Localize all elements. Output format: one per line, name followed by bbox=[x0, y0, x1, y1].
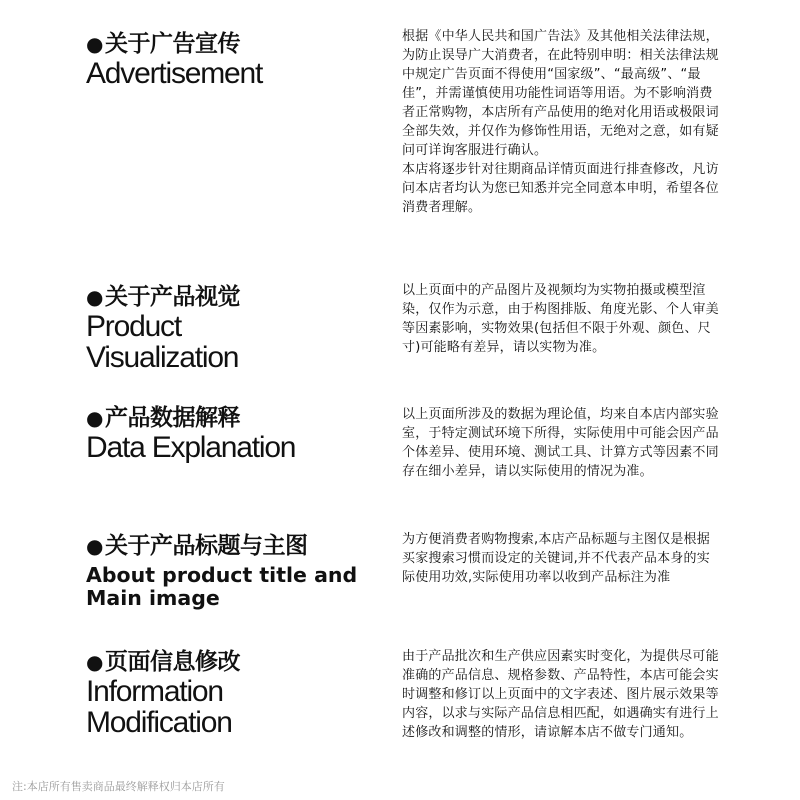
paragraph: 本店将逐步针对往期商品详情页面进行排查修改，凡访问本店者均认为您已知悉并完全同意本申明，希望各位消费者理解。 bbox=[402, 162, 719, 215]
paragraph: 根据《中华人民共和国广告法》及其他相关法律法规，为防止误导广大消费者，在此特别申明：相关法律法规中规定广告页面不得使用“国家级”、“最高级”、“最佳”，并需谨慎使用功能性词语等用语。为不影响消费者正常购物，本店所有产品使用的绝对化用语或极限词全部失效，并仅作为修饰性用语，无绝对之意，如有疑问可详询客服进行确认。 bbox=[402, 29, 719, 158]
section-body bbox=[402, 27, 722, 217]
zh-title: 关于产品视觉 bbox=[104, 284, 240, 310]
en-title: Information Modification bbox=[86, 675, 232, 739]
section-body bbox=[402, 530, 722, 587]
en-title: Advertisement bbox=[86, 57, 263, 90]
section-heading bbox=[86, 30, 386, 89]
section-heading bbox=[86, 532, 376, 610]
paragraph: 为方便消费者购物搜索,本店产品标题与主图仅是根据买家搜索习惯而设定的关键词,并不代表产品本身的实际使用功效,实际使用功率以收到产品标注为准 bbox=[402, 532, 710, 585]
section-heading bbox=[86, 283, 276, 373]
bullet-icon: ● bbox=[86, 32, 103, 56]
section-heading bbox=[86, 404, 386, 463]
en-title: Product Visualization bbox=[86, 310, 239, 374]
zh-title: 关于产品标题与主图 bbox=[104, 533, 308, 559]
en-title: About product title and Main image bbox=[86, 563, 358, 610]
paragraph: 由于产品批次和生产供应因素实时变化，为提供尽可能准确的产品信息、规格参数、产品特性，本店可能会实时调整和修订以上页面中的文字表述、图片展示效果等内容，以求与实际产品信息相匹配，如遇确实有进行上述修改和调整的情形，请谅解本店不做专门通知。 bbox=[402, 649, 719, 740]
section-body bbox=[402, 405, 722, 481]
zh-title: 页面信息修改 bbox=[104, 649, 240, 675]
section-body bbox=[402, 647, 722, 742]
footnote: 注:本店所有售卖商品最终解释权归本店所有 bbox=[12, 780, 225, 793]
paragraph: 以上页面中的产品图片及视频均为实物拍摄或模型渲染，仅作为示意，由于构图排版、角度光影、个人审美等因素影响，实物效果(包括但不限于外观、颜色、尺寸)可能略有差异，请以实物为准。 bbox=[402, 283, 719, 355]
bullet-icon: ● bbox=[86, 285, 103, 309]
bullet-icon: ● bbox=[86, 534, 103, 558]
zh-title: 产品数据解释 bbox=[104, 405, 240, 431]
section-body bbox=[402, 281, 722, 357]
bullet-icon: ● bbox=[86, 406, 103, 430]
zh-title: 关于广告宣传 bbox=[104, 31, 240, 57]
paragraph: 以上页面所涉及的数据为理论值，均来自本店内部实验室，于特定测试环境下所得，实际使用中可能会因产品个体差异、使用环境、测试工具、计算方式等因素不同存在细小差异，请以实际使用的情况为准。 bbox=[402, 407, 719, 479]
en-title: Data Explanation bbox=[86, 431, 296, 464]
bullet-icon: ● bbox=[86, 650, 103, 674]
section-heading bbox=[86, 648, 286, 738]
